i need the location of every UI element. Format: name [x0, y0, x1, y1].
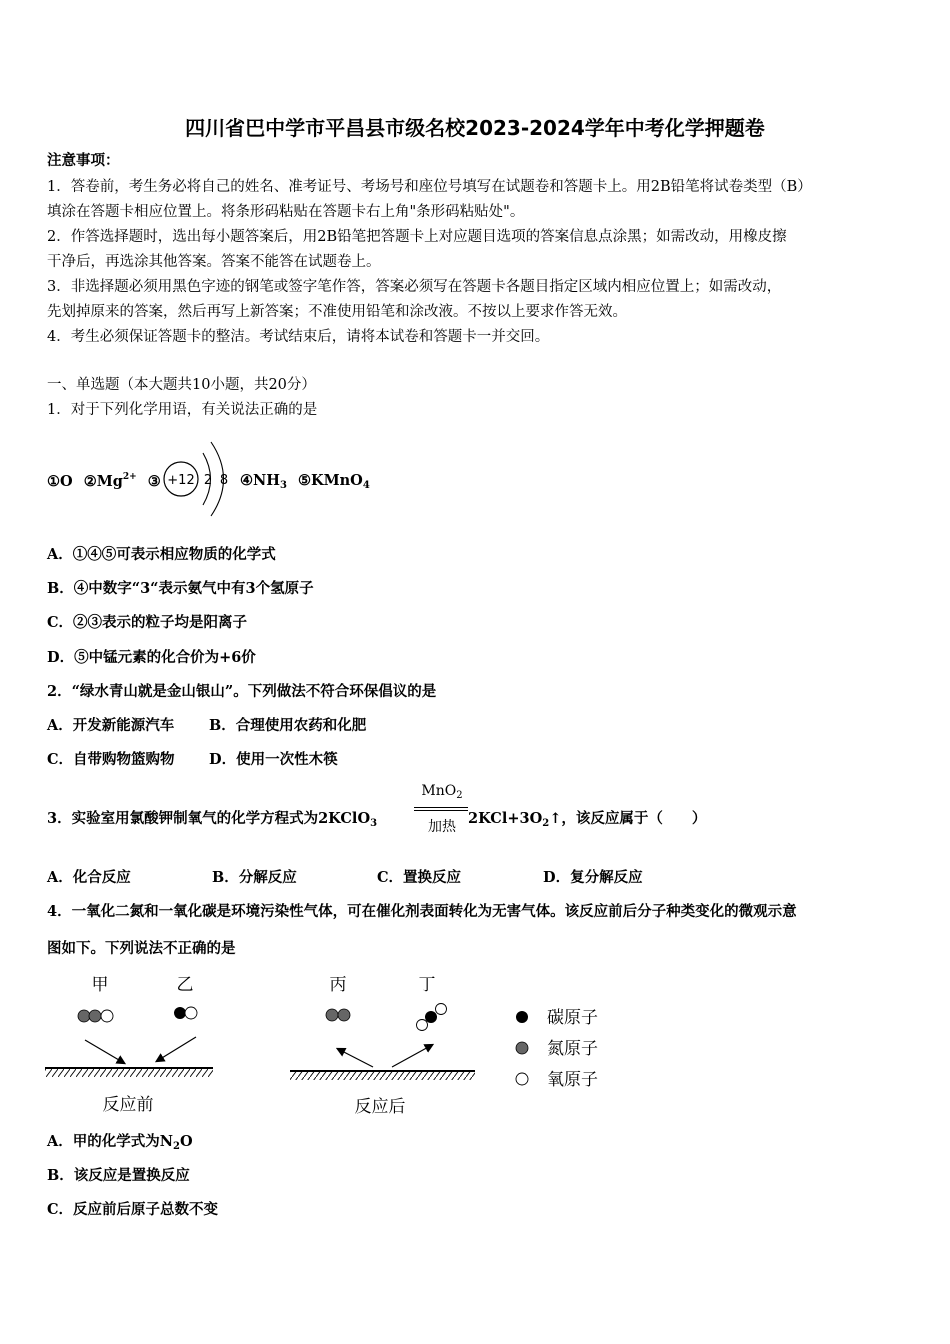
label-ding: 丁 [418, 975, 436, 995]
formula-nh-sub: 3 [279, 480, 287, 491]
q1-option-b: B．④中数字“3“表示氨气中有3个氢原子 [47, 580, 314, 597]
q2-option-d: D．使用一次性木筷 [209, 751, 338, 768]
formula-mg: ②Mg [83, 473, 123, 490]
q3-option-d: D．复分解反应 [543, 869, 643, 886]
notice-heading: 注意事项： [47, 152, 120, 169]
formula-o: ①O [47, 473, 73, 490]
q3-option-c: C．置换反应 [377, 869, 462, 886]
atom-structure-diagram [160, 436, 240, 520]
q1-option-d: D．⑤中锰元素的化合价为+6价 [47, 649, 256, 666]
formula-nh3 [240, 472, 287, 489]
equation-line-top [414, 807, 468, 808]
notice-line: 2．作答选择题时，选出每小题答案后，用2B铅笔把答题卡上对应题目选项的答案信息点涂黑；如需改动，用橡皮擦 [47, 229, 787, 245]
nucleus-charge: +12 [167, 473, 195, 488]
arrow-yi-in [157, 1037, 196, 1061]
notice-line: 4．考生必须保证答题卡的整洁。考试结束后，请将本试卷和答题卡一并交回。 [47, 329, 550, 345]
q3-stem-text: 3．实验室用氯酸钾制氧气的化学方程式为2KClO [47, 810, 371, 827]
q3-catalyst-sub: 2 [456, 790, 463, 801]
notice-line: 填涂在答题卡相应位置上。将条形码粘贴在答题卡右上角"条形码粘贴处"。 [47, 204, 525, 220]
q3-condition: 加热 [428, 819, 456, 835]
notice-line: 3．非选择题必须用黑色字迹的钢笔或签字笔作答，答案必须写在答题卡各题目指定区域内相应位置上；如需改动， [47, 279, 782, 295]
arrow-bing-out [338, 1049, 373, 1067]
q3-product-text: 2KCl+3O [468, 810, 543, 827]
legend-nitrogen: 氮原子 [547, 1039, 598, 1059]
q3-catalyst-text: MnO [421, 783, 457, 799]
equation-line-bottom [414, 810, 468, 811]
legend-nitrogen-swatch [516, 1042, 528, 1054]
label-bing: 丙 [329, 975, 347, 995]
label-yi: 乙 [176, 975, 194, 995]
q4-option-a-sub: 2 [173, 1141, 180, 1152]
q3-catalyst [414, 783, 470, 801]
formula-kmno4 [298, 472, 370, 489]
q4-option-a [47, 1130, 193, 1152]
q4-option-a-text: A．甲的化学式为N [47, 1133, 174, 1150]
electron-shell-1-count: 2 [203, 473, 213, 488]
catalyst-surface-before [45, 1068, 213, 1077]
q2-stem: 2．“绿水青山就是金山银山”。下列做法不符合环保倡议的是 [47, 683, 437, 700]
legend-carbon-swatch [516, 1011, 528, 1023]
notice-line: 先划掉原来的答案，然后再写上新答案；不准使用铅笔和涂改液。不按以上要求作答无效。 [47, 304, 627, 320]
notice-line: 1．答卷前，考生务必将自己的姓名、准考证号、考场号和座位号填写在试题卷和答题卡上。用2B铅笔将试卷类型（B） [47, 179, 812, 195]
formula-kmno: ⑤KMnO [297, 472, 363, 489]
q1-formula-row [47, 472, 161, 490]
molecule-bing [326, 1009, 350, 1021]
section-heading: 一、单选题（本大题共10小题，共20分） [47, 377, 316, 393]
q1-option-a: A．①④⑤可表示相应物质的化学式 [47, 546, 276, 563]
formula-3-label: ③ [147, 473, 161, 490]
q4-stem-line2: 图如下。下列说法不正确的是 [47, 940, 236, 957]
q3-stem-sub: 3 [370, 818, 378, 829]
q3-option-a: A．化合反应 [47, 869, 131, 886]
arrow-ding-out [392, 1045, 432, 1067]
q3-product-sub: 2 [542, 818, 550, 829]
q3-option-b: B．分解反应 [212, 869, 297, 886]
notice-line: 干净后，再选涂其他答案。答案不能答在试题卷上。 [47, 254, 381, 270]
q4-stem-line1: 4．一氧化二氮和一氧化碳是环境污染性气体，可在催化剂表面转化为无害气体。该反应前后分子种类变化的微观示意 [47, 903, 797, 920]
legend-oxygen-swatch [516, 1073, 528, 1085]
molecule-jia [78, 1010, 113, 1022]
q2-option-a: A．开发新能源汽车 [47, 717, 175, 734]
q4-option-a-after: O [179, 1133, 193, 1150]
label-before: 反应前 [102, 1095, 154, 1115]
molecule-yi [174, 1007, 197, 1019]
electron-shell-2-count: 8 [219, 473, 229, 488]
q4-option-b: B．该反应是置换反应 [47, 1167, 190, 1184]
q3-tail: ↑，该反应属于（ ） [549, 810, 707, 827]
page-title: 四川省巴中学市平昌县市级名校2023-2024学年中考化学押题卷 [185, 116, 765, 140]
q3-product [468, 807, 706, 829]
formula-mg-charge: 2+ [122, 472, 137, 482]
q2-option-c: C．自带购物篮购物 [47, 751, 175, 768]
molecule-ding [417, 1004, 447, 1031]
legend-carbon: 碳原子 [547, 1008, 598, 1028]
arrow-jia-in [85, 1040, 124, 1063]
reaction-micro-diagram [40, 965, 640, 1125]
legend-oxygen: 氧原子 [547, 1070, 598, 1090]
q4-option-c: C．反应前后原子总数不变 [47, 1201, 219, 1218]
formula-nh: ④NH [240, 472, 280, 489]
q3-stem [47, 807, 377, 829]
q1-option-c: C．②③表示的粒子均是阳离子 [47, 614, 248, 631]
q2-option-b: B．合理使用农药和化肥 [209, 717, 367, 734]
label-jia: 甲 [91, 975, 109, 995]
catalyst-surface-after [290, 1071, 475, 1080]
label-after: 反应后 [354, 1097, 406, 1117]
q1-formula-row-2 [240, 472, 370, 491]
q1-stem: 1．对于下列化学用语，有关说法正确的是 [47, 402, 318, 418]
formula-mg-ion [84, 473, 137, 490]
formula-kmno-sub: 4 [362, 480, 370, 491]
